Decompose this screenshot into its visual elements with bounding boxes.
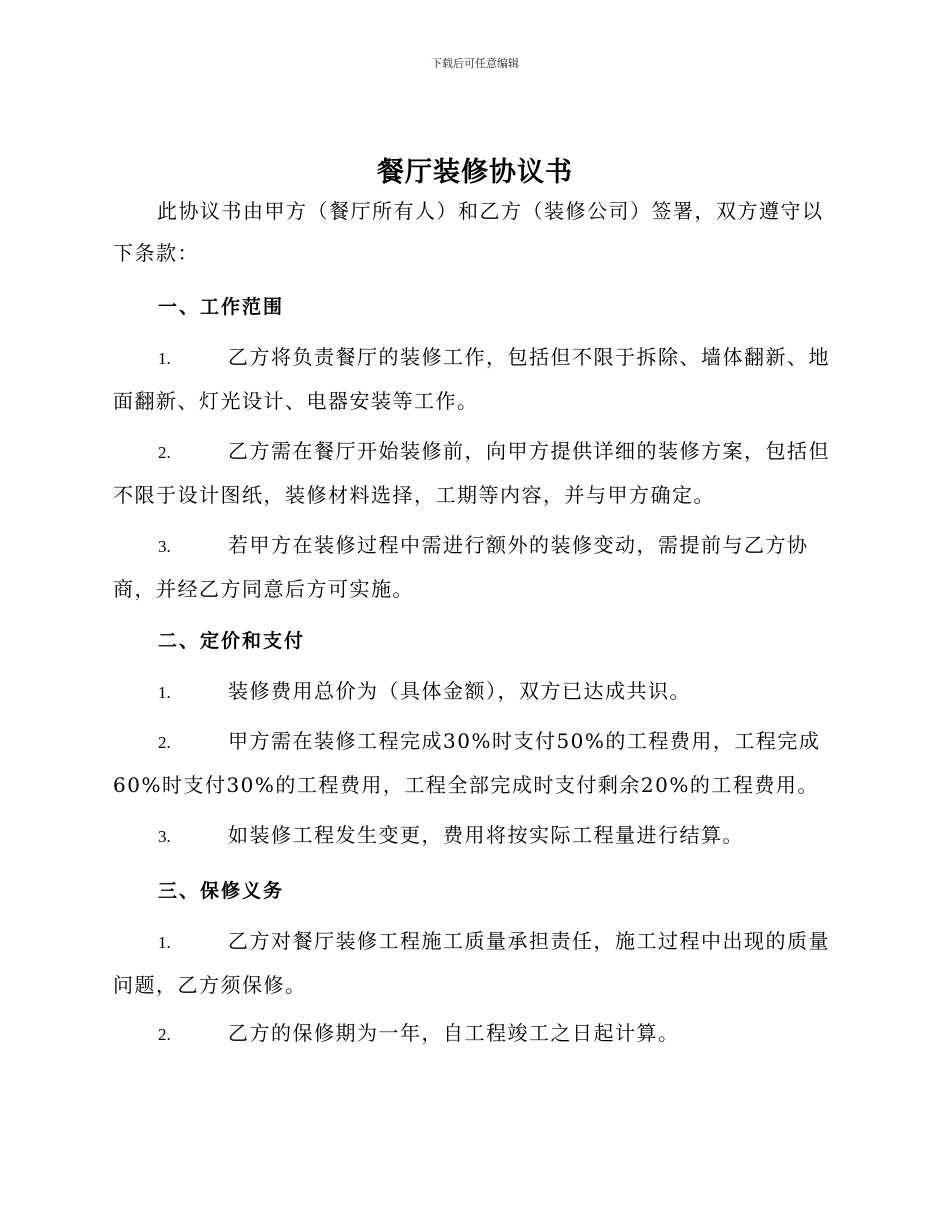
clause-text: 乙方将负责餐厅的装修工作，包括但不限于拆除、墙体翻新、地面翻新、灯光设计、电器安装等工作。 xyxy=(113,345,830,413)
clause-pricing-1 xyxy=(113,670,835,714)
clause-number: 2. xyxy=(158,733,171,752)
clause-text: 甲方需在装修工程完成30%时支付50%的工程费用，工程完成60%时支付30%的工程费用，工程全部完成时支付剩余20%的工程费用。 xyxy=(113,729,821,797)
clause-number: 1. xyxy=(158,683,171,702)
section-heading-warranty: 三、保修义务 xyxy=(158,880,285,902)
clause-scope-1 xyxy=(113,336,835,422)
section-heading-scope: 一、工作范围 xyxy=(158,296,285,318)
header-note: 下载后可任意编辑 xyxy=(431,57,519,70)
clause-number: 2. xyxy=(158,1025,171,1044)
clause-number: 2. xyxy=(158,443,171,462)
clause-text: 乙方对餐厅装修工程施工质量承担责任，施工过程中出现的质量问题，乙方须保修。 xyxy=(113,929,830,997)
clause-text: 乙方的保修期为一年，自工程竣工之日起计算。 xyxy=(228,1021,680,1045)
clause-number: 3. xyxy=(158,827,171,846)
clause-scope-3 xyxy=(113,524,835,610)
clause-text: 装修费用总价为（具体金额），双方已达成共识。 xyxy=(228,679,691,703)
intro-paragraph: 此协议书由甲方（餐厅所有人）和乙方（装修公司）签署，双方遵守以下条款： xyxy=(113,199,824,265)
clause-text: 乙方需在餐厅开始装修前，向甲方提供详细的装修方案，包括但不限于设计图纸，装修材料选择，工期等内容，并与甲方确定。 xyxy=(113,439,830,507)
clause-warranty-2 xyxy=(113,1012,835,1056)
clause-text: 若甲方在装修过程中需进行额外的装修变动，需提前与乙方协商，并经乙方同意后方可实施。 xyxy=(113,533,809,601)
clause-pricing-3 xyxy=(113,814,835,858)
clause-number: 1. xyxy=(158,933,171,952)
section-heading-pricing: 二、定价和支付 xyxy=(158,630,306,652)
clause-text: 如装修工程发生变更，费用将按实际工程量进行结算。 xyxy=(228,823,744,847)
clause-number: 1. xyxy=(158,349,171,368)
clause-pricing-2 xyxy=(113,720,835,806)
clause-scope-2 xyxy=(113,430,835,516)
document-title: 餐厅装修协议书 xyxy=(377,157,573,188)
clause-number: 3. xyxy=(158,537,171,556)
clause-warranty-1 xyxy=(113,920,835,1006)
